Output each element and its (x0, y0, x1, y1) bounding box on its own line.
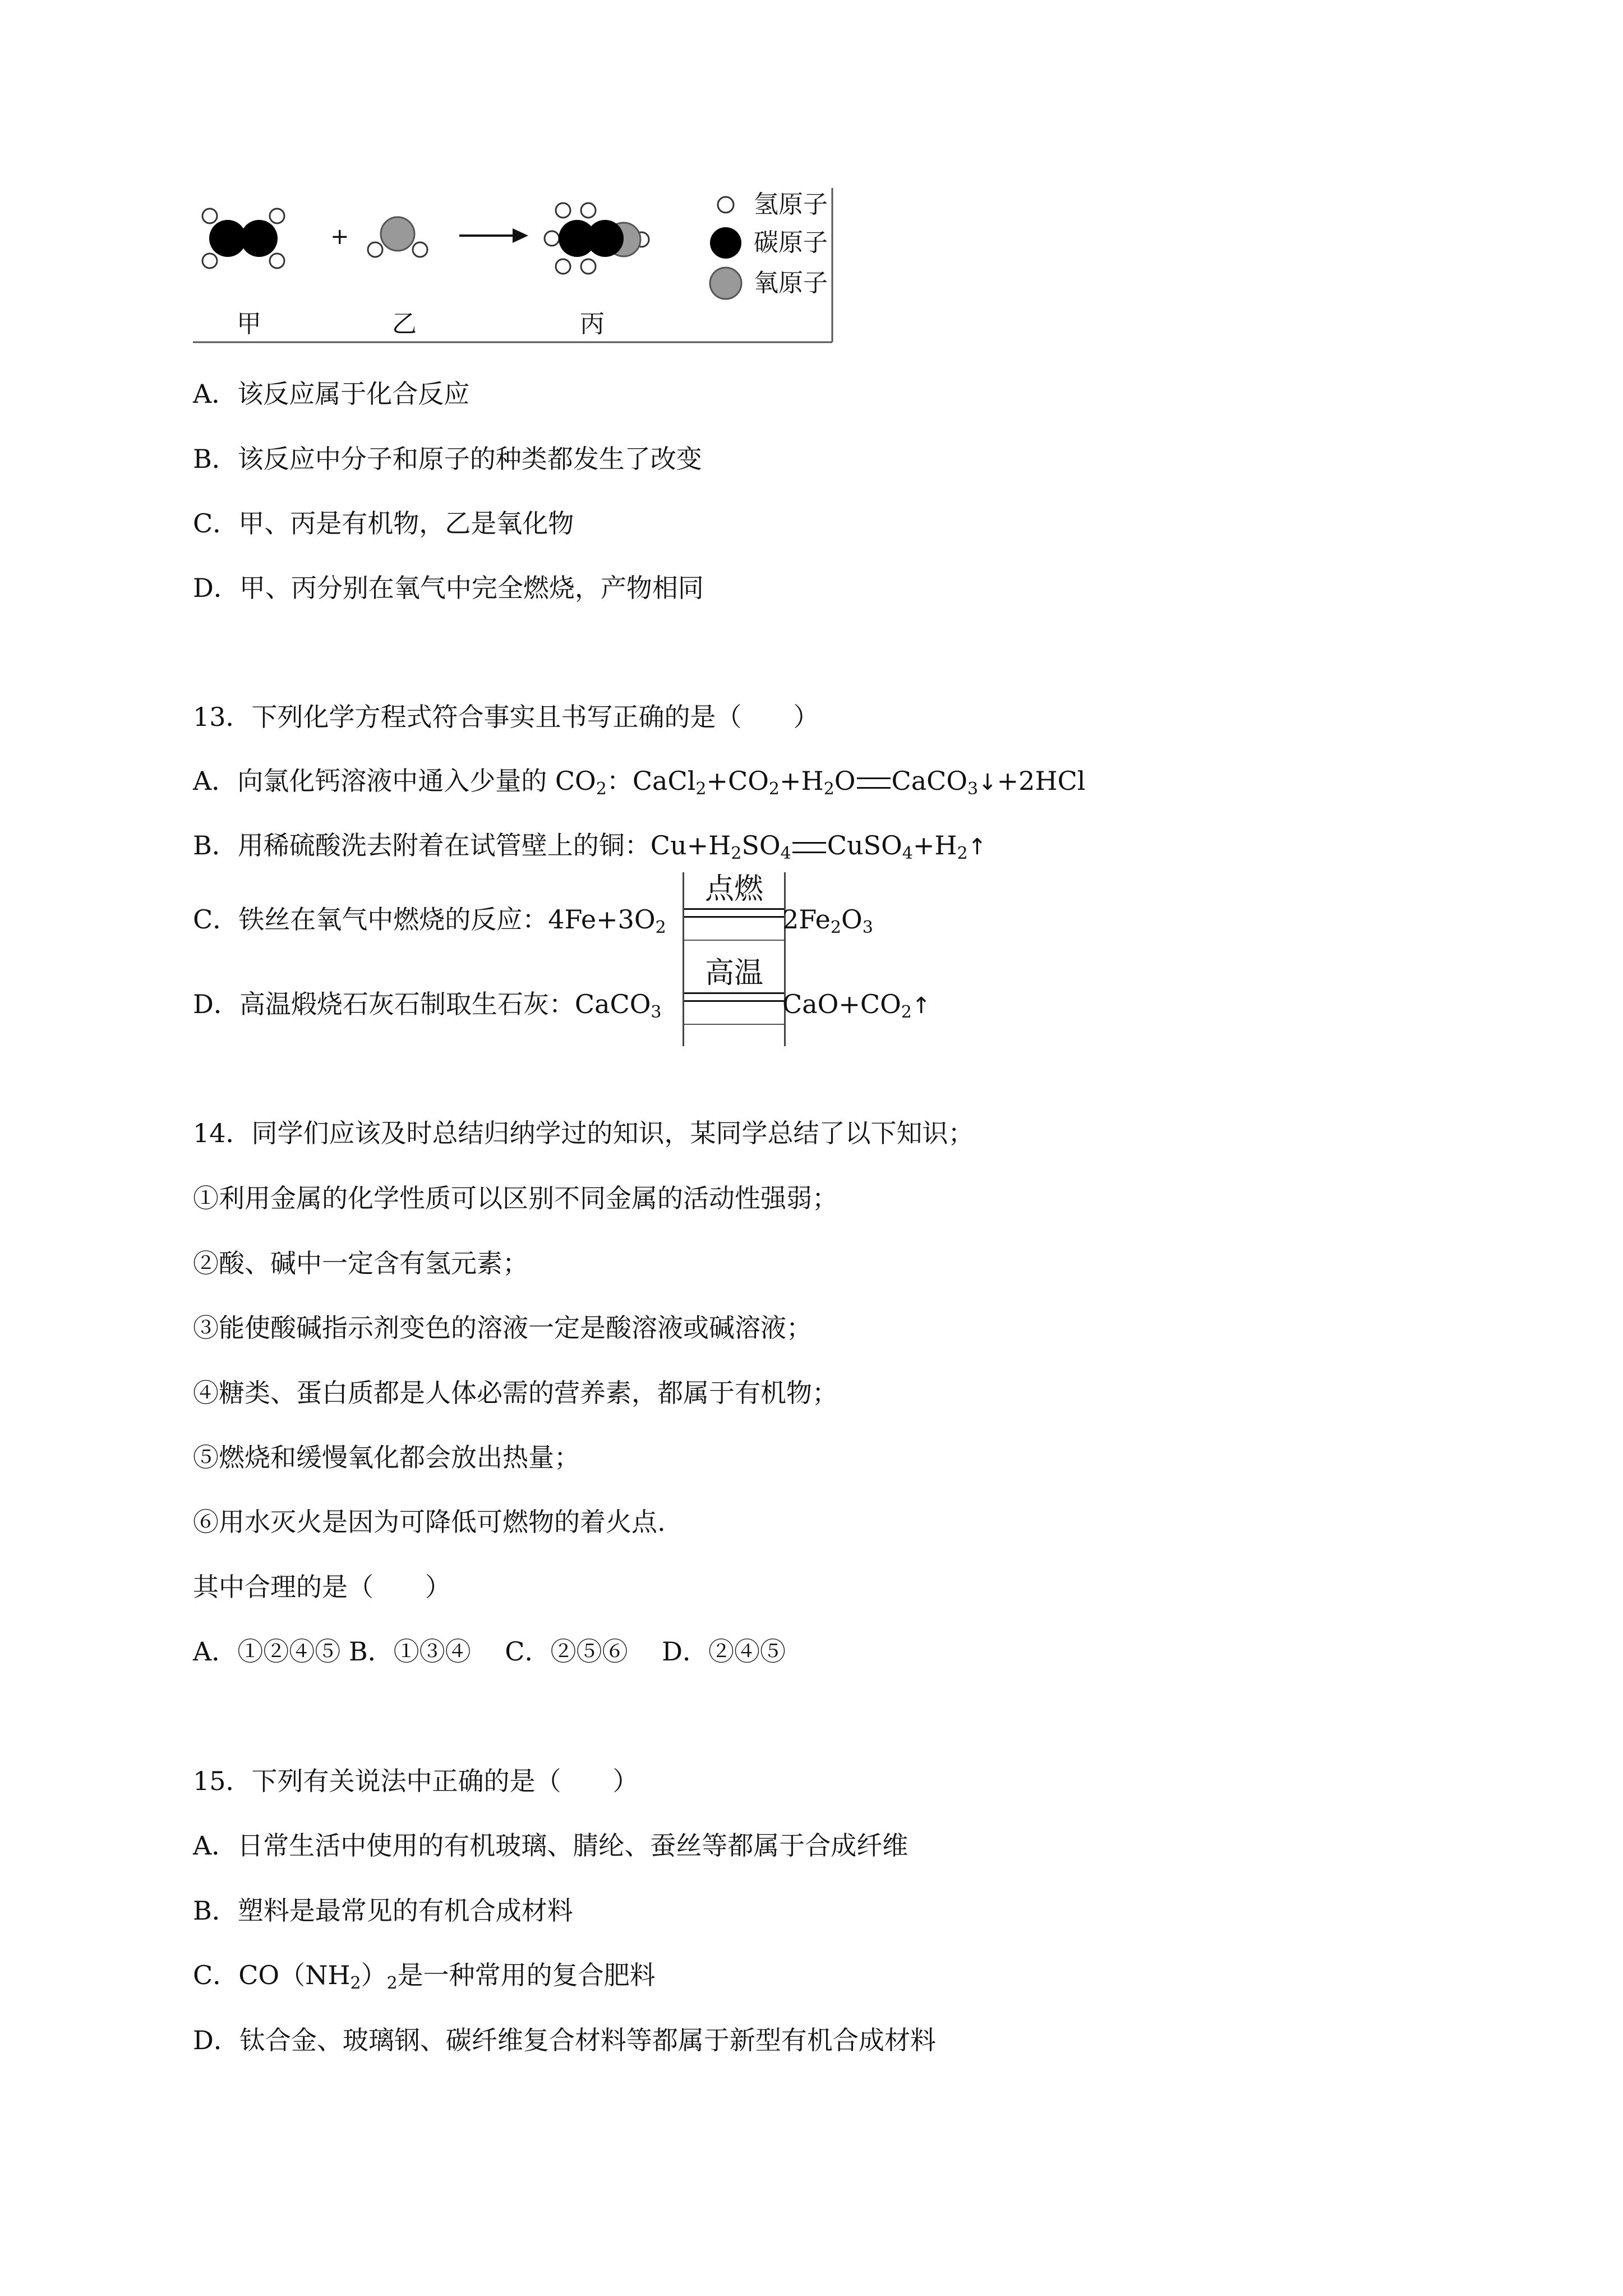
q13-d-condition-box (683, 956, 786, 1046)
legend-oxygen-label: 氧原子 (754, 269, 828, 297)
q13-b-mid2: CuSO (827, 830, 902, 861)
equals-sign (857, 777, 891, 789)
q13-c-condition: 点燃 (704, 872, 763, 906)
q13-option-d (193, 987, 662, 1021)
label-jia: 甲 (237, 310, 261, 338)
q15-c-sub1: 2 (350, 1973, 361, 1993)
q13-c-eq-bar-top (684, 908, 784, 910)
label-yi: 乙 (392, 310, 417, 338)
q13-stem: 13．下列化学方程式符合事实且书写正确的是（ ） (193, 702, 819, 732)
q14-item-2: ②酸、碱中一定含有氢元素； (193, 1248, 528, 1278)
q15-c-sub2: 2 (386, 1973, 398, 1993)
q13-a-prefix: A．向氯化钙溶液中通入少量的 CO (193, 766, 596, 796)
equals-sign (792, 842, 826, 853)
q13-b-sub1: 2 (731, 844, 742, 863)
q13-d-rule (684, 1024, 784, 1025)
reaction-arrow-icon (459, 228, 528, 243)
q14-item-6: ⑥用水灭火是因为可降低可燃物的着火点. (193, 1507, 666, 1537)
q13-a-mid1: ：CaCl (606, 766, 696, 796)
q13-a-mid3: +H (780, 766, 824, 796)
q13-option-a (193, 764, 1085, 799)
q14-item-1: ①利用金属的化学性质可以区别不同金属的活动性强弱； (193, 1183, 838, 1213)
q12-option-a: A．该反应属于化合反应 (193, 379, 470, 409)
q14-item-4: ④糖类、蛋白质都是人体必需的营养素，都属于有机物； (193, 1378, 838, 1408)
legend-carbon-icon (710, 227, 741, 259)
q13-a-suffix: +2HCl (997, 766, 1086, 796)
q15-stem: 15．下列有关说法中正确的是（ ） (193, 1766, 639, 1796)
q13-b-mid3: +H (912, 830, 957, 861)
q13-a-mid4: O (834, 766, 856, 796)
q13-d-sub2: 2 (901, 1002, 912, 1022)
gas-arrow-icon: ↑ (911, 993, 931, 1019)
molecule-yi (368, 217, 427, 257)
q13-c-sub2: 2 (830, 918, 841, 937)
q13-b-sub2: 4 (780, 844, 791, 863)
legend-hydrogen-label: 氢原子 (754, 190, 828, 219)
molecule-diagram-svg (193, 188, 838, 345)
molecule-jia (202, 209, 284, 268)
q13-option-d-product (782, 987, 930, 1023)
reaction-diagram (193, 188, 838, 345)
q13-a-sub1: 2 (596, 779, 607, 799)
q13-c-sub1: 2 (655, 918, 666, 937)
q14-stem: 14．同学们应该及时总结归纳学过的知识，某同学总结了以下知识； (193, 1118, 974, 1148)
q13-a-sub2: 2 (695, 779, 707, 799)
q13-d-eq-bar-bottom (684, 1000, 784, 1002)
q13-d-mid1: CaO+CO (782, 989, 901, 1019)
q13-d-prefix: D．高温煅烧石灰石制取生石灰：CaCO (193, 989, 651, 1019)
q14-item-5: ⑤燃烧和缓慢氧化都会放出热量； (193, 1442, 580, 1473)
q14-options: A．①②④⑤ B．①③④ C．②⑤⑥ D．②④⑤ (193, 1636, 786, 1667)
q13-d-condition: 高温 (704, 956, 763, 990)
q12-option-c: C．甲、丙是有机物，乙是氧化物 (193, 508, 574, 539)
q13-c-sub3: 3 (862, 918, 873, 937)
q12-option-d: D．甲、丙分别在氧气中完全燃烧，产物相同 (193, 573, 704, 603)
q13-a-mid2: +CO (706, 766, 769, 796)
legend-carbon-label: 碳原子 (754, 228, 828, 257)
label-bing: 丙 (580, 310, 605, 338)
q13-c-rule (684, 940, 784, 941)
plus-sign: + (330, 224, 349, 250)
q15-option-b: B．塑料是最常见的有机合成材料 (193, 1895, 573, 1926)
q12-option-b: B．该反应中分子和原子的种类都发生了改变 (193, 444, 702, 474)
q15-c-mid1: ） (361, 1960, 387, 1990)
q13-c-prefix: C．铁丝在氧气中燃烧的反应：4Fe+3O (193, 904, 656, 935)
q13-option-c-product (782, 903, 873, 936)
q13-b-prefix: B．用稀硫酸洗去附着在试管壁上的铜：Cu+H (193, 830, 731, 861)
q14-question: 其中合理的是（ ） (193, 1572, 451, 1602)
q13-option-c (193, 903, 666, 936)
q13-option-b (193, 829, 986, 864)
q13-d-eq-bar-top (684, 992, 784, 994)
precipitate-arrow-icon: ↓ (978, 770, 997, 795)
q13-a-sub3: 2 (768, 779, 780, 799)
legend-hydrogen-icon (718, 197, 734, 213)
q15-c-prefix: C．CO（NH (193, 1960, 351, 1990)
q13-b-sub3: 4 (902, 844, 913, 863)
q15-option-a: A．日常生活中使用的有机玻璃、腈纶、蚕丝等都属于合成纤维 (193, 1830, 909, 1861)
molecule-bing (545, 203, 649, 274)
q13-b-sub4: 2 (957, 844, 968, 863)
q14-item-3: ③能使酸碱指示剂变色的溶液一定是酸溶液或碱溶液； (193, 1313, 812, 1343)
q13-a-mid5: CaCO (891, 766, 968, 796)
q13-b-mid1: SO (741, 830, 781, 861)
q13-a-sub4: 2 (823, 779, 834, 799)
q13-a-sub5: 3 (967, 779, 979, 799)
q13-c-mid1: 2Fe (782, 904, 831, 935)
q13-d-sub1: 3 (651, 1002, 662, 1022)
q13-c-mid2: O (841, 904, 863, 935)
q15-c-suffix: 是一种常用的复合肥料 (397, 1960, 656, 1990)
legend-oxygen-icon (710, 268, 741, 299)
q15-option-d: D．钛合金、玻璃钢、碳纤维复合材料等都属于新型有机合成材料 (193, 2025, 936, 2055)
q13-c-eq-bar-bottom (684, 916, 784, 918)
q13-c-condition-box (683, 872, 786, 962)
gas-arrow-icon: ↑ (967, 834, 987, 860)
q15-option-c (193, 1958, 656, 1992)
